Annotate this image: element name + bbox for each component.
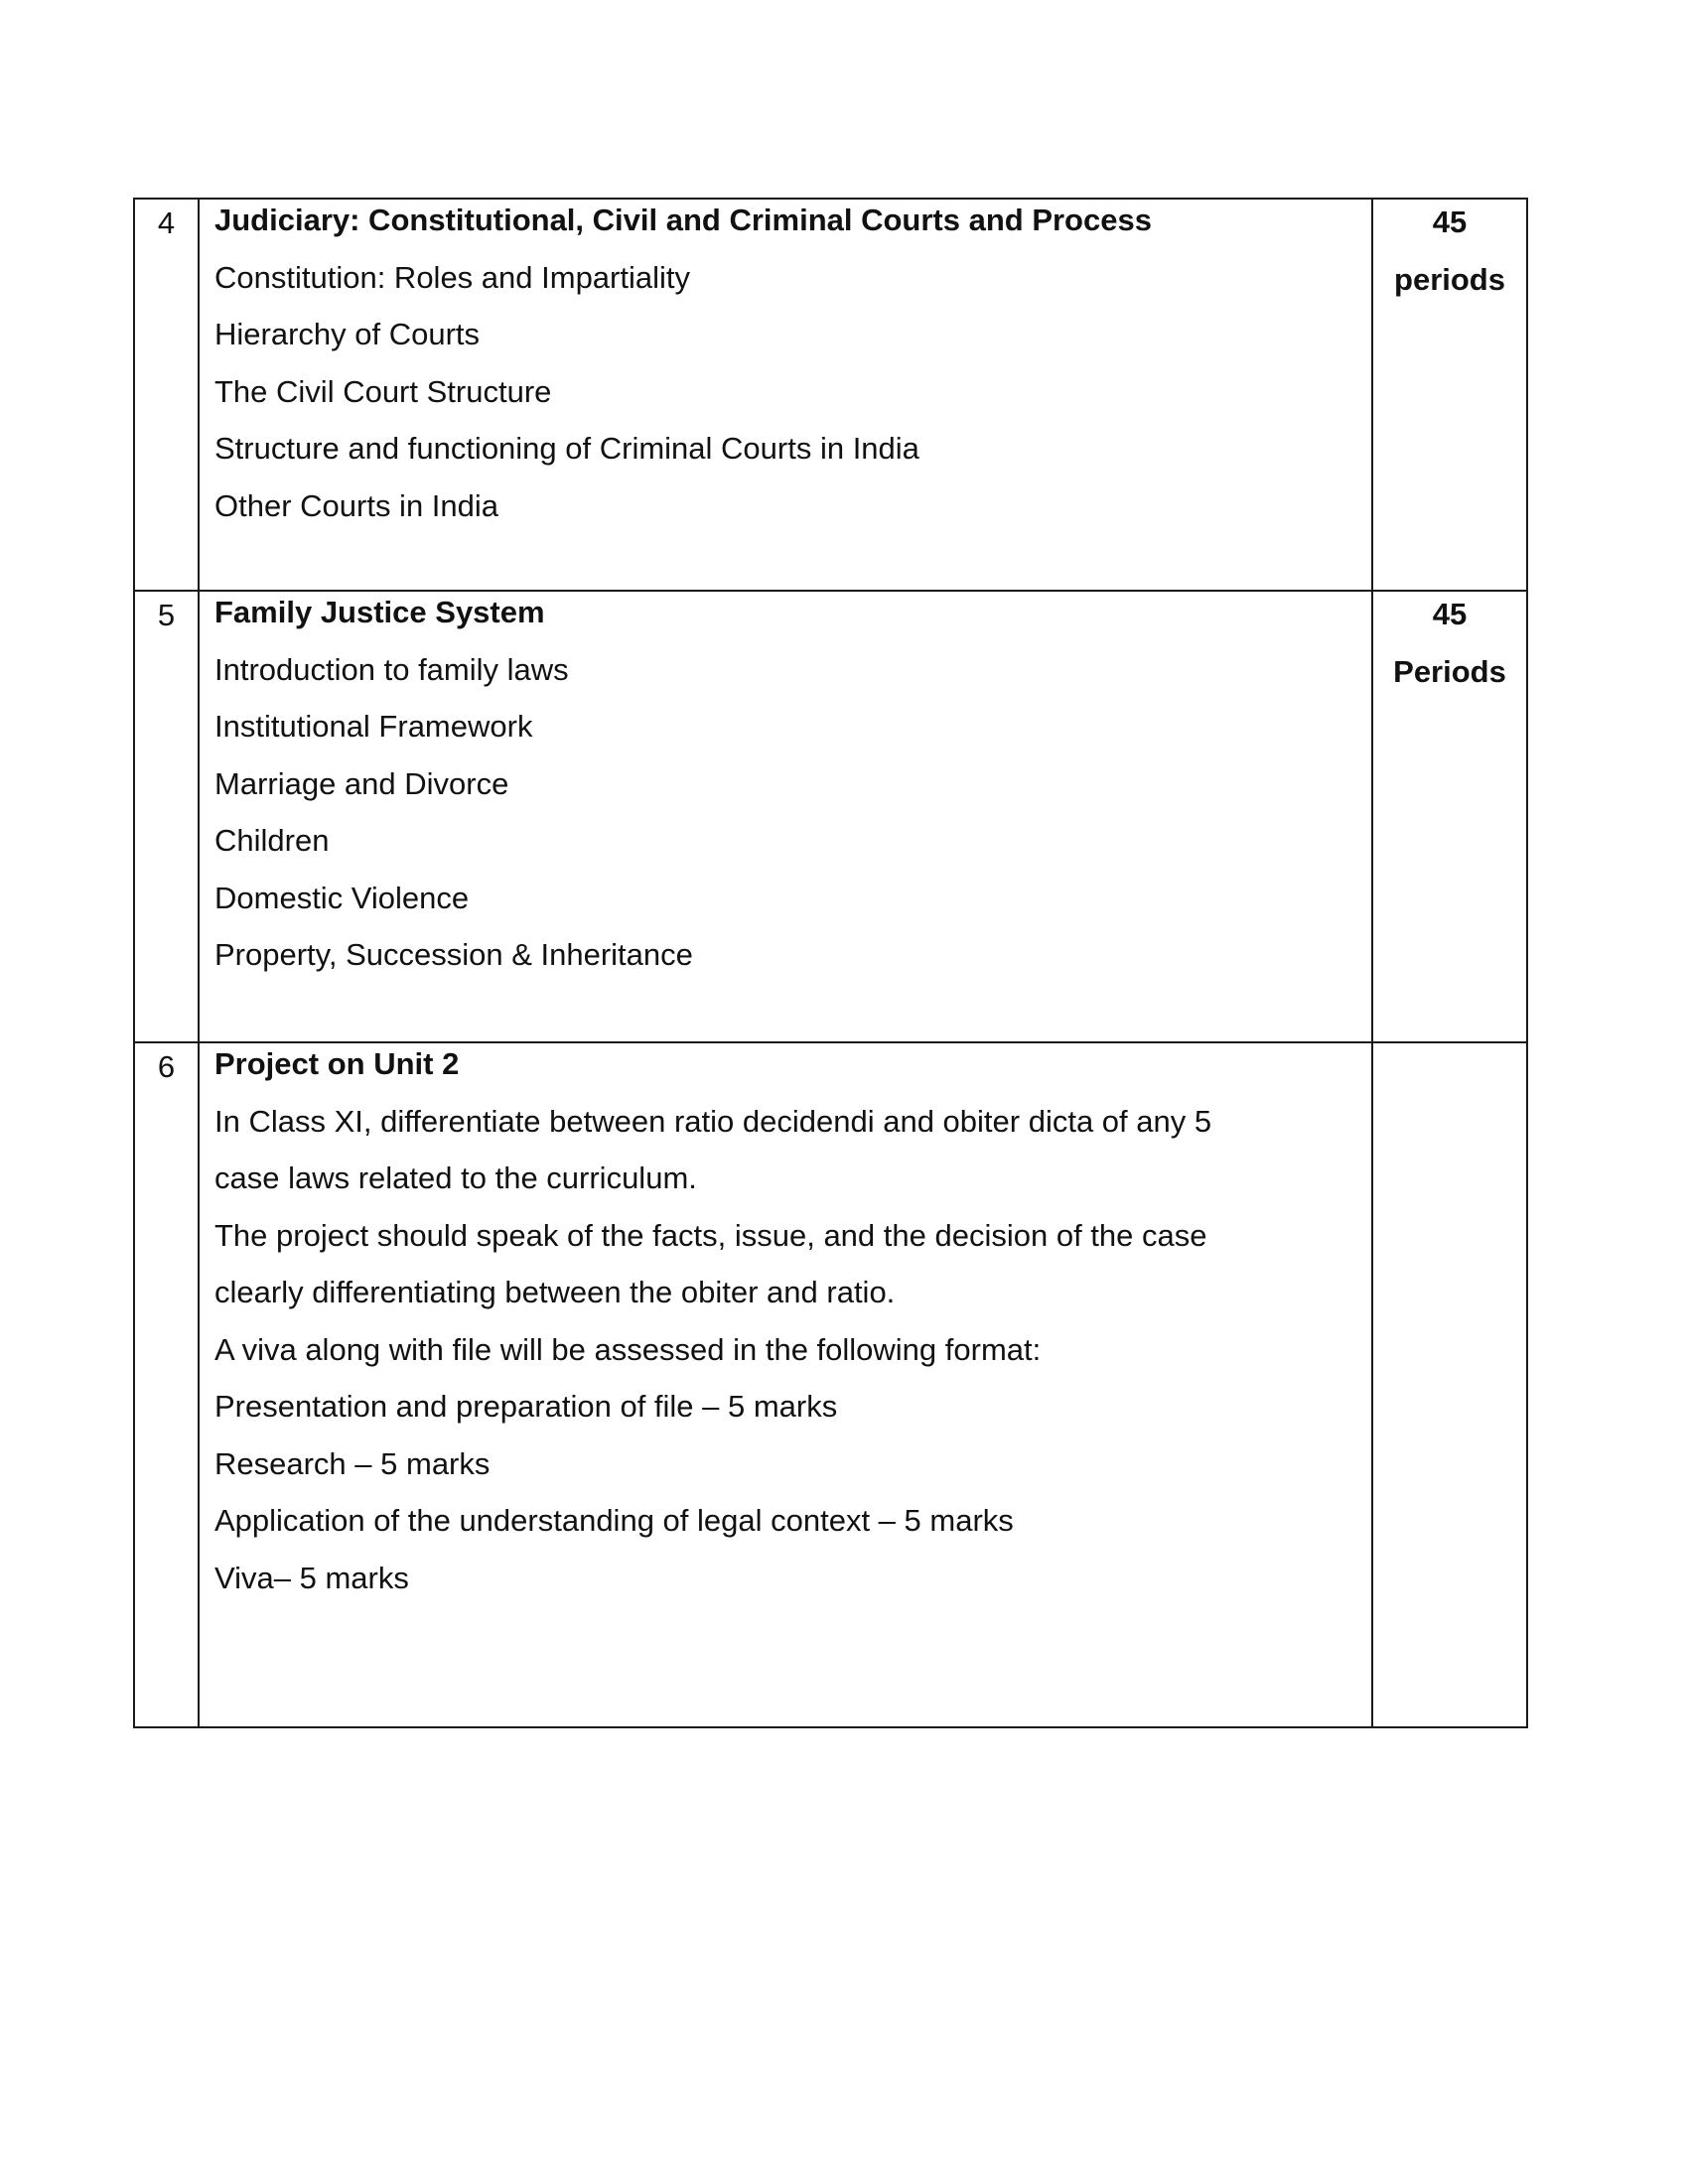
unit-topic: Marriage and Divorce bbox=[214, 765, 509, 801]
project-text-line: In Class XI, differentiate between ratio decidendi and obiter dicta of any 5 bbox=[214, 1103, 1212, 1139]
unit-topic: Introduction to family laws bbox=[214, 651, 569, 687]
unit-content-cell bbox=[199, 199, 1372, 591]
periods-value: 45 bbox=[1432, 597, 1468, 631]
unit-number: 5 bbox=[157, 598, 176, 632]
unit-row-4 bbox=[134, 199, 1527, 591]
unit-row-6 bbox=[134, 1042, 1527, 1727]
unit-title: Family Justice System bbox=[214, 595, 545, 629]
unit-topic: Institutional Framework bbox=[214, 709, 533, 744]
project-text-line: A viva along with file will be assessed in the following format: bbox=[214, 1331, 1042, 1367]
unit-number-cell bbox=[134, 1042, 199, 1727]
syllabus-table bbox=[133, 198, 1528, 1728]
unit-number: 4 bbox=[157, 205, 176, 240]
periods-cell-empty bbox=[1372, 1042, 1527, 1727]
unit-number: 6 bbox=[157, 1049, 176, 1084]
periods-cell bbox=[1372, 199, 1527, 591]
assessment-item: Presentation and preparation of file – 5 marks bbox=[214, 1389, 838, 1424]
unit-topic: The Civil Court Structure bbox=[214, 373, 552, 409]
periods-cell bbox=[1372, 591, 1527, 1042]
unit-topic: Structure and functioning of Criminal Courts in India bbox=[214, 431, 919, 466]
periods-label: periods bbox=[1394, 261, 1505, 297]
unit-topic: Hierarchy of Courts bbox=[214, 317, 481, 351]
assessment-item: Application of the understanding of legal context – 5 marks bbox=[214, 1503, 1014, 1538]
assessment-item: Viva– 5 marks bbox=[214, 1560, 409, 1595]
unit-title: Judiciary: Constitutional, Civil and Criminal Courts and Process bbox=[214, 203, 1152, 237]
unit-topic: Constitution: Roles and Impartiality bbox=[214, 259, 691, 295]
unit-row-5 bbox=[134, 591, 1527, 1042]
unit-topic: Other Courts in India bbox=[214, 487, 499, 523]
periods-label: Periods bbox=[1393, 653, 1506, 689]
unit-topic: Property, Succession & Inheritance bbox=[214, 937, 693, 972]
unit-title: Project on Unit 2 bbox=[214, 1046, 460, 1081]
periods-value: 45 bbox=[1432, 205, 1468, 239]
unit-content-cell bbox=[199, 1042, 1372, 1727]
unit-topic: Children bbox=[214, 823, 330, 858]
assessment-item: Research – 5 marks bbox=[214, 1445, 491, 1481]
unit-number-cell bbox=[134, 591, 199, 1042]
project-text-line: The project should speak of the facts, issue, and the decision of the case bbox=[214, 1217, 1207, 1253]
unit-content-cell bbox=[199, 591, 1372, 1042]
project-text-line: case laws related to the curriculum. bbox=[214, 1160, 697, 1195]
unit-number-cell bbox=[134, 199, 199, 591]
project-text-line: clearly differentiating between the obiter and ratio. bbox=[214, 1275, 896, 1309]
unit-topic: Domestic Violence bbox=[214, 880, 470, 915]
